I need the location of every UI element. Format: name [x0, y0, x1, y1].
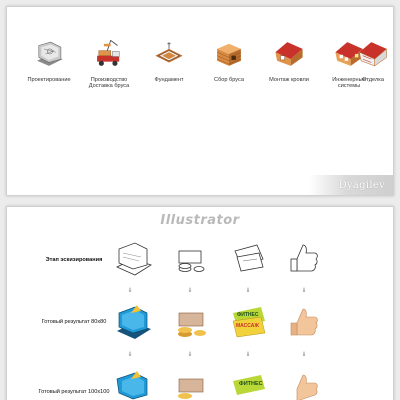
result-cards-100 [227, 367, 271, 400]
process-icon-row [21, 37, 384, 107]
arrow-down-icon: ⇓ [127, 288, 133, 294]
process-item-production[interactable] [81, 37, 137, 107]
process-item-timber[interactable] [201, 37, 257, 107]
stage-label-sketch: Этап эскизирования [45, 257, 103, 263]
roof-mounting-icon [272, 37, 306, 71]
result-thumbs-100 [283, 367, 327, 400]
sketch-laptop [111, 237, 155, 281]
process-item-label: Монтаж кровли [269, 77, 309, 83]
author-signature [309, 175, 393, 195]
stage-label-100: Готовый результат 100х100 [38, 389, 110, 395]
arrow-down-icon: ⇓ [187, 352, 193, 358]
sketch-cards [227, 237, 271, 281]
sketch-thumbs-up [283, 237, 327, 281]
arrow-down-icon: ⇓ [127, 352, 133, 358]
process-item-design[interactable] [21, 37, 77, 107]
timber-box-icon [212, 37, 246, 71]
result-cards-80 [227, 301, 271, 345]
foundation-icon [152, 37, 186, 71]
truck-crane-icon [92, 37, 126, 71]
result-coins-100 [171, 367, 215, 400]
process-item-finishing[interactable] [345, 37, 400, 107]
process-item-label: Сбор бруса [214, 77, 244, 83]
process-panel [6, 6, 394, 196]
massage-badge: МАССАЖ [236, 323, 259, 329]
process-item-label: Отделка [362, 77, 384, 83]
process-item-label: Инженерные системы [332, 77, 366, 90]
process-item-foundation[interactable] [141, 37, 197, 107]
section-title: Illustrator [160, 213, 240, 228]
result-coins-80 [171, 301, 215, 345]
stage-label-80: Готовый результат 80х80 [41, 319, 107, 325]
arrow-down-icon: ⇓ [245, 288, 251, 294]
arrow-down-icon: ⇓ [301, 288, 307, 294]
sketch-coins [171, 237, 215, 281]
arrow-down-icon: ⇓ [301, 352, 307, 358]
fitness-badge: ФИТНЕС [239, 381, 263, 387]
arrow-down-icon: ⇓ [187, 288, 193, 294]
process-item-label: Производство Доставка бруса [88, 77, 130, 90]
illustrator-panel [6, 206, 394, 400]
result-thumbs-80 [283, 301, 327, 345]
process-item-roof[interactable] [261, 37, 317, 107]
arrow-down-icon: ⇓ [245, 352, 251, 358]
process-item-label: Проектирование [27, 77, 71, 83]
house-finishing-icon [356, 37, 390, 71]
blueprint-laptop-icon [32, 37, 66, 71]
signature-text: Dyagilev [338, 180, 385, 191]
fitness-badge: ФИТНЕС [237, 312, 259, 318]
process-item-label: Фундамент [154, 77, 184, 83]
result-laptop-100 [111, 367, 155, 400]
result-laptop-80 [111, 301, 155, 345]
